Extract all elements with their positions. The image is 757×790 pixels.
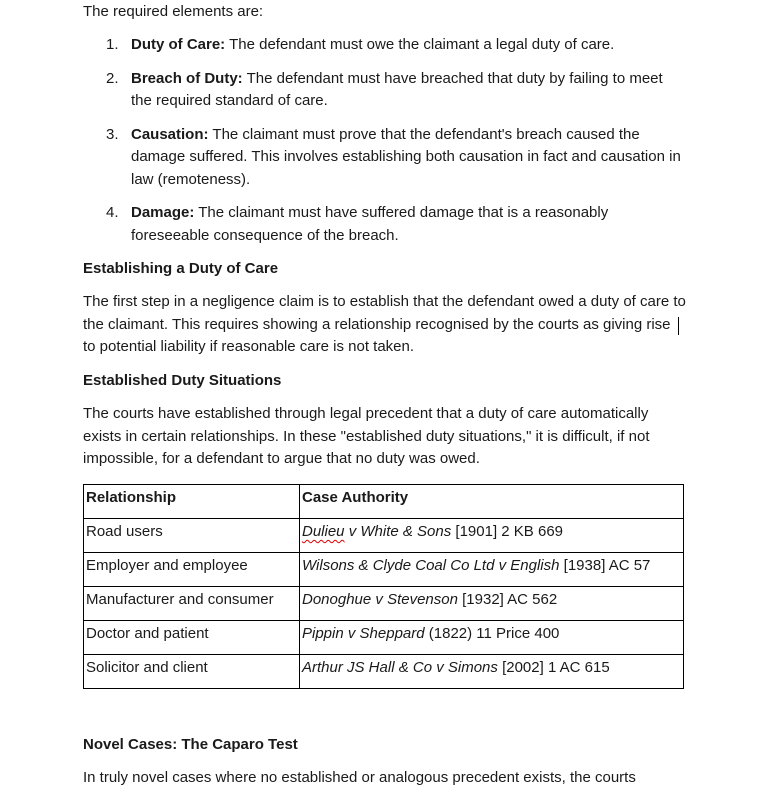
list-number: 4. xyxy=(106,204,119,221)
case-cell xyxy=(300,587,684,621)
relationship-cell: Doctor and patient xyxy=(84,621,300,655)
paragraph-establishing-duty[interactable] xyxy=(83,291,687,359)
list-term: Duty of Care: xyxy=(131,36,226,53)
heading-established-situations: Established Duty Situations xyxy=(83,372,282,389)
list-term: Damage: xyxy=(131,204,195,221)
list-number: 2. xyxy=(106,69,119,87)
case-citation: [1938] AC 57 xyxy=(559,557,651,574)
paragraph-established-situations[interactable]: The courts have established through legal precedent that a duty of care automatically exists in certain relationships. In these "established duty situations," it is difficult, if not impossible, for a defendant to argue that no duty was owed. xyxy=(83,405,650,467)
intro-text: The required elements are: xyxy=(83,3,264,20)
required-elements-list xyxy=(83,34,687,258)
case-cell xyxy=(300,621,684,655)
case-citation: [1901] 2 KB 669 xyxy=(451,523,564,540)
list-term: Breach of Duty: xyxy=(131,69,243,87)
case-name: Wilsons & Clyde Coal Co Ltd v English xyxy=(302,557,560,574)
duty-situations-table xyxy=(83,484,684,689)
list-text: The defendant must have breached that duty by failing to meet the required standard of care. xyxy=(131,69,663,109)
case-name: Pippin v Sheppard xyxy=(302,625,425,642)
list-text: The claimant must have suffered damage that is a reasonably foreseeable consequence of the breach. xyxy=(131,204,609,244)
case-cell xyxy=(300,519,684,553)
header-case-authority: Case Authority xyxy=(302,489,409,506)
case-name: Donoghue v Stevenson xyxy=(302,591,458,608)
relationship-cell: Employer and employee xyxy=(84,553,300,587)
table-row xyxy=(84,519,684,553)
text-cursor xyxy=(678,317,679,335)
list-item xyxy=(83,202,687,247)
list-number: 3. xyxy=(106,125,119,143)
list-text: The claimant must prove that the defendant's breach caused the damage suffered. This involves establishing both causation in fact and causation in law (remoteness). xyxy=(131,125,681,188)
case-citation: (1822) 11 Price 400 xyxy=(424,625,560,642)
case-cell xyxy=(300,553,684,587)
list-item xyxy=(83,124,687,192)
list-item xyxy=(83,68,687,113)
table-row xyxy=(84,553,684,587)
table-header-row xyxy=(84,485,684,519)
case-cell xyxy=(300,655,684,689)
spelling-error-mark[interactable]: Dulieu xyxy=(302,523,345,540)
relationship-cell: Manufacturer and consumer xyxy=(84,587,300,621)
case-citation: [1932] AC 562 xyxy=(457,591,558,608)
list-item xyxy=(83,34,687,57)
table-header-cell xyxy=(84,485,300,519)
table-row xyxy=(84,587,684,621)
heading-novel-cases: Novel Cases: The Caparo Test xyxy=(83,736,298,753)
list-text: The defendant must owe the claimant a legal duty of care. xyxy=(225,36,615,53)
heading-establishing-duty: Establishing a Duty of Care xyxy=(83,260,279,277)
header-relationship: Relationship xyxy=(86,489,177,506)
case-name: v White & Sons xyxy=(344,523,452,540)
table-row xyxy=(84,655,684,689)
case-name: Arthur JS Hall & Co v Simons xyxy=(302,659,498,676)
relationship-cell: Road users xyxy=(84,519,300,553)
list-number: 1. xyxy=(106,36,119,53)
list-term: Causation: xyxy=(131,125,209,143)
case-citation: [2002] 1 AC 615 xyxy=(497,659,610,676)
paragraph-text: The first step in a negligence claim is to establish that the defendant owed a duty of care to the claimant. This requires showing a relationship recognised by the courts as giving rise to potential liability if reasonable care is not taken. xyxy=(83,293,686,355)
relationship-cell: Solicitor and client xyxy=(84,655,300,689)
table-header-cell xyxy=(300,485,684,519)
table-row xyxy=(84,621,684,655)
paragraph-novel-cases[interactable]: In truly novel cases where no established or analogous precedent exists, the courts xyxy=(83,769,636,786)
